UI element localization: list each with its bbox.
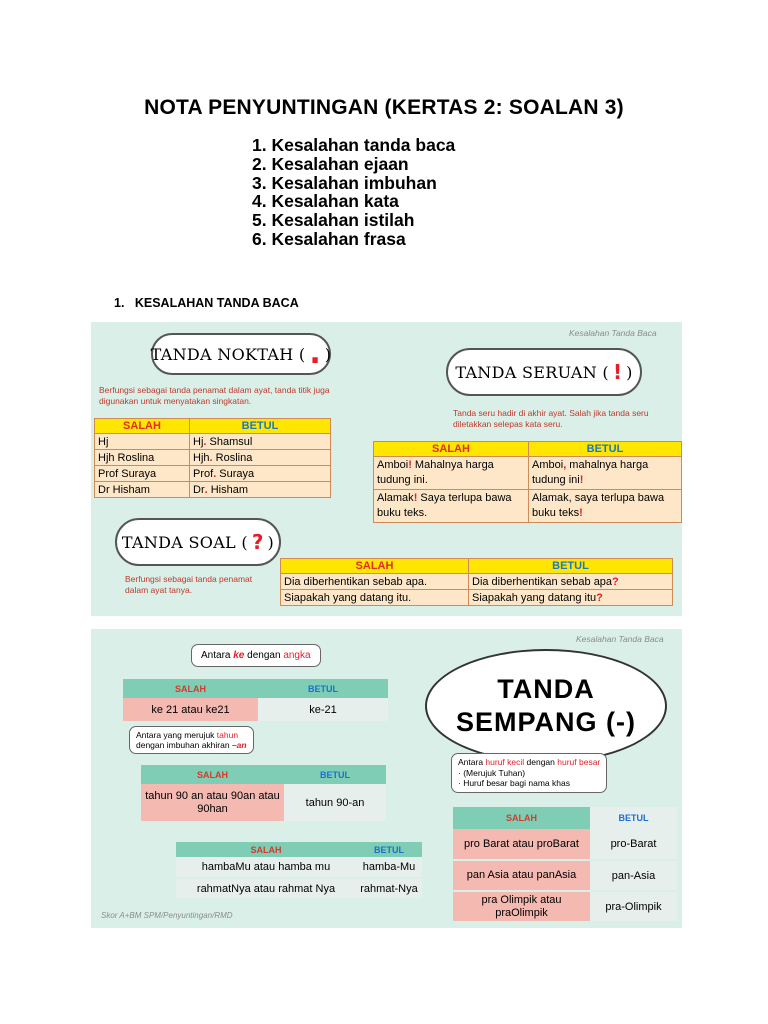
table-row	[453, 860, 677, 891]
salah-cell: ke 21 atau ke21	[123, 698, 258, 722]
tanda-sempang-bubble	[425, 649, 667, 763]
betul-cell: hamba-Mu	[356, 857, 422, 878]
seruan-table	[373, 441, 682, 523]
bubble-title: TANDA SOAL (	[121, 532, 248, 552]
header-betul: BETUL	[190, 419, 331, 434]
salah-cell: pra Olimpik atau praOlimpik	[453, 891, 590, 922]
salah-cell: tahun 90 an atau 90an atau 90han	[141, 784, 284, 822]
salah-cell: Hjh Roslina	[95, 450, 190, 466]
panel-watermark: Kesalahan Tanda Baca	[576, 634, 664, 644]
betul-cell: rahmat-Nya	[356, 878, 422, 899]
bubble-title: TANDA SERUAN (	[455, 362, 609, 382]
salah-cell: rahmatNya atau rahmat Nya	[176, 878, 356, 899]
angka-table	[123, 679, 388, 723]
betul-cell: tahun 90-an	[284, 784, 386, 822]
betul-cell: Prof. Suraya	[190, 466, 331, 482]
header-salah: SALAH	[95, 419, 190, 434]
tahun-note: Antara yang merujuk tahun dengan imbuhan akhiran –an	[129, 726, 254, 754]
tahun-table	[141, 765, 386, 823]
betul-cell: Amboi, mahalnya harga tudung ini!	[529, 457, 682, 490]
header-betul: BETUL	[356, 842, 422, 857]
bubble-close: )	[626, 362, 633, 382]
betul-cell: ke-21	[258, 698, 388, 722]
bubble-close: )	[267, 532, 275, 552]
header-salah: SALAH	[123, 679, 258, 698]
tanda-noktah-bubble	[151, 333, 331, 375]
tanda-seruan-bubble	[446, 348, 642, 396]
table-row	[281, 590, 673, 606]
seruan-description: Tanda seru hadir di akhir ayat. Salah jika tanda seru diletakkan selepas kata seru.	[453, 408, 649, 429]
salah-cell: Siapakah yang datang itu.	[281, 590, 469, 606]
seruan-mark: !	[612, 360, 623, 384]
tanda-baca-panel-2	[91, 629, 682, 928]
salah-cell: pro Barat atau proBarat	[453, 829, 590, 860]
table-row	[123, 698, 388, 722]
salah-cell: Hj	[95, 434, 190, 450]
header-salah: SALAH	[141, 765, 284, 784]
panel-footer: Skor A+BM SPM/Penyuntingan/RMD	[101, 911, 233, 920]
header-salah: SALAH	[453, 807, 590, 829]
table-row	[141, 784, 386, 822]
betul-cell: Dia diberhentikan sebab apa?	[469, 574, 673, 590]
bubble-close: )	[324, 344, 332, 364]
sempang-title-line1: TANDA	[497, 674, 595, 704]
noktah-description: Berfungsi sebagai tanda penamat dalam ayat, tanda titik juga digunakan untuk menyatakan singkatan.	[99, 385, 330, 406]
betul-cell: pro-Barat	[590, 829, 677, 860]
list-item: 1. Kesalahan tanda baca	[252, 135, 456, 155]
header-betul: BETUL	[284, 765, 386, 784]
header-salah: SALAH	[374, 442, 529, 457]
list-item: 6. Kesalahan frasa	[252, 228, 406, 249]
panel-watermark: Kesalahan Tanda Baca	[569, 328, 657, 338]
salah-cell: pan Asia atau panAsia	[453, 860, 590, 891]
bubble-title: TANDA NOKTAH (	[150, 344, 306, 364]
section-heading: 1. KESALAHAN TANDA BACA	[114, 296, 299, 310]
betul-cell: pra-Olimpik	[590, 891, 677, 922]
noktah-table	[94, 418, 331, 498]
angka-note: Antara ke dengan angka	[191, 644, 321, 667]
salah-cell: Prof Suraya	[95, 466, 190, 482]
table-row	[374, 457, 682, 490]
table-row	[95, 482, 331, 498]
mu-nya-table	[176, 842, 422, 900]
table-row	[281, 574, 673, 590]
header-betul: BETUL	[590, 807, 677, 829]
list-item: 4. Kesalahan kata	[252, 191, 399, 212]
header-betul: BETUL	[529, 442, 682, 457]
betul-cell: Siapakah yang datang itu?	[469, 590, 673, 606]
salah-cell: Alamak! Saya terlupa bawa buku teks.	[374, 490, 529, 523]
header-betul: BETUL	[258, 679, 388, 698]
betul-cell: Hjh. Roslina	[190, 450, 331, 466]
noktah-mark: .	[309, 336, 321, 371]
table-row	[374, 490, 682, 523]
salah-cell: Dia diberhentikan sebab apa.	[281, 574, 469, 590]
salah-cell: Dr Hisham	[95, 482, 190, 498]
error-list	[252, 136, 455, 249]
list-item: 2. Kesalahan ejaan	[252, 153, 409, 174]
table-row	[453, 829, 677, 860]
salah-cell: Amboi! Mahalnya harga tudung ini.	[374, 457, 529, 490]
table-row	[176, 878, 422, 899]
list-item: 3. Kesalahan imbuhan	[252, 172, 437, 193]
soal-table	[280, 558, 673, 606]
sempang-title-line2: SEMPANG (-)	[456, 707, 636, 737]
table-row	[95, 450, 331, 466]
list-item: 5. Kesalahan istilah	[252, 210, 415, 231]
page-title: NOTA PENYUNTINGAN (KERTAS 2: SOALAN 3)	[144, 96, 624, 119]
salah-cell: hambaMu atau hamba mu	[176, 857, 356, 878]
sempang-note: Antara huruf kecil dengan huruf besar · (Merujuk Tuhan) · Huruf besar bagi nama khas	[451, 753, 607, 793]
sempang-table	[453, 807, 677, 923]
header-salah: SALAH	[281, 559, 469, 574]
header-salah: SALAH	[176, 842, 356, 857]
betul-cell: pan-Asia	[590, 860, 677, 891]
soal-description: Berfungsi sebagai tanda penamat dalam ayat tanya.	[125, 574, 253, 595]
betul-cell: Alamak, saya terlupa bawa buku teks!	[529, 490, 682, 523]
betul-cell: Hj. Shamsul	[190, 434, 331, 450]
tanda-baca-panel-1	[91, 322, 682, 616]
betul-cell: Dr. Hisham	[190, 482, 331, 498]
table-row	[176, 857, 422, 878]
soal-mark: ?	[251, 530, 264, 554]
table-row	[95, 434, 331, 450]
table-row	[95, 466, 331, 482]
header-betul: BETUL	[469, 559, 673, 574]
tanda-soal-bubble	[115, 518, 281, 566]
table-row	[453, 891, 677, 922]
